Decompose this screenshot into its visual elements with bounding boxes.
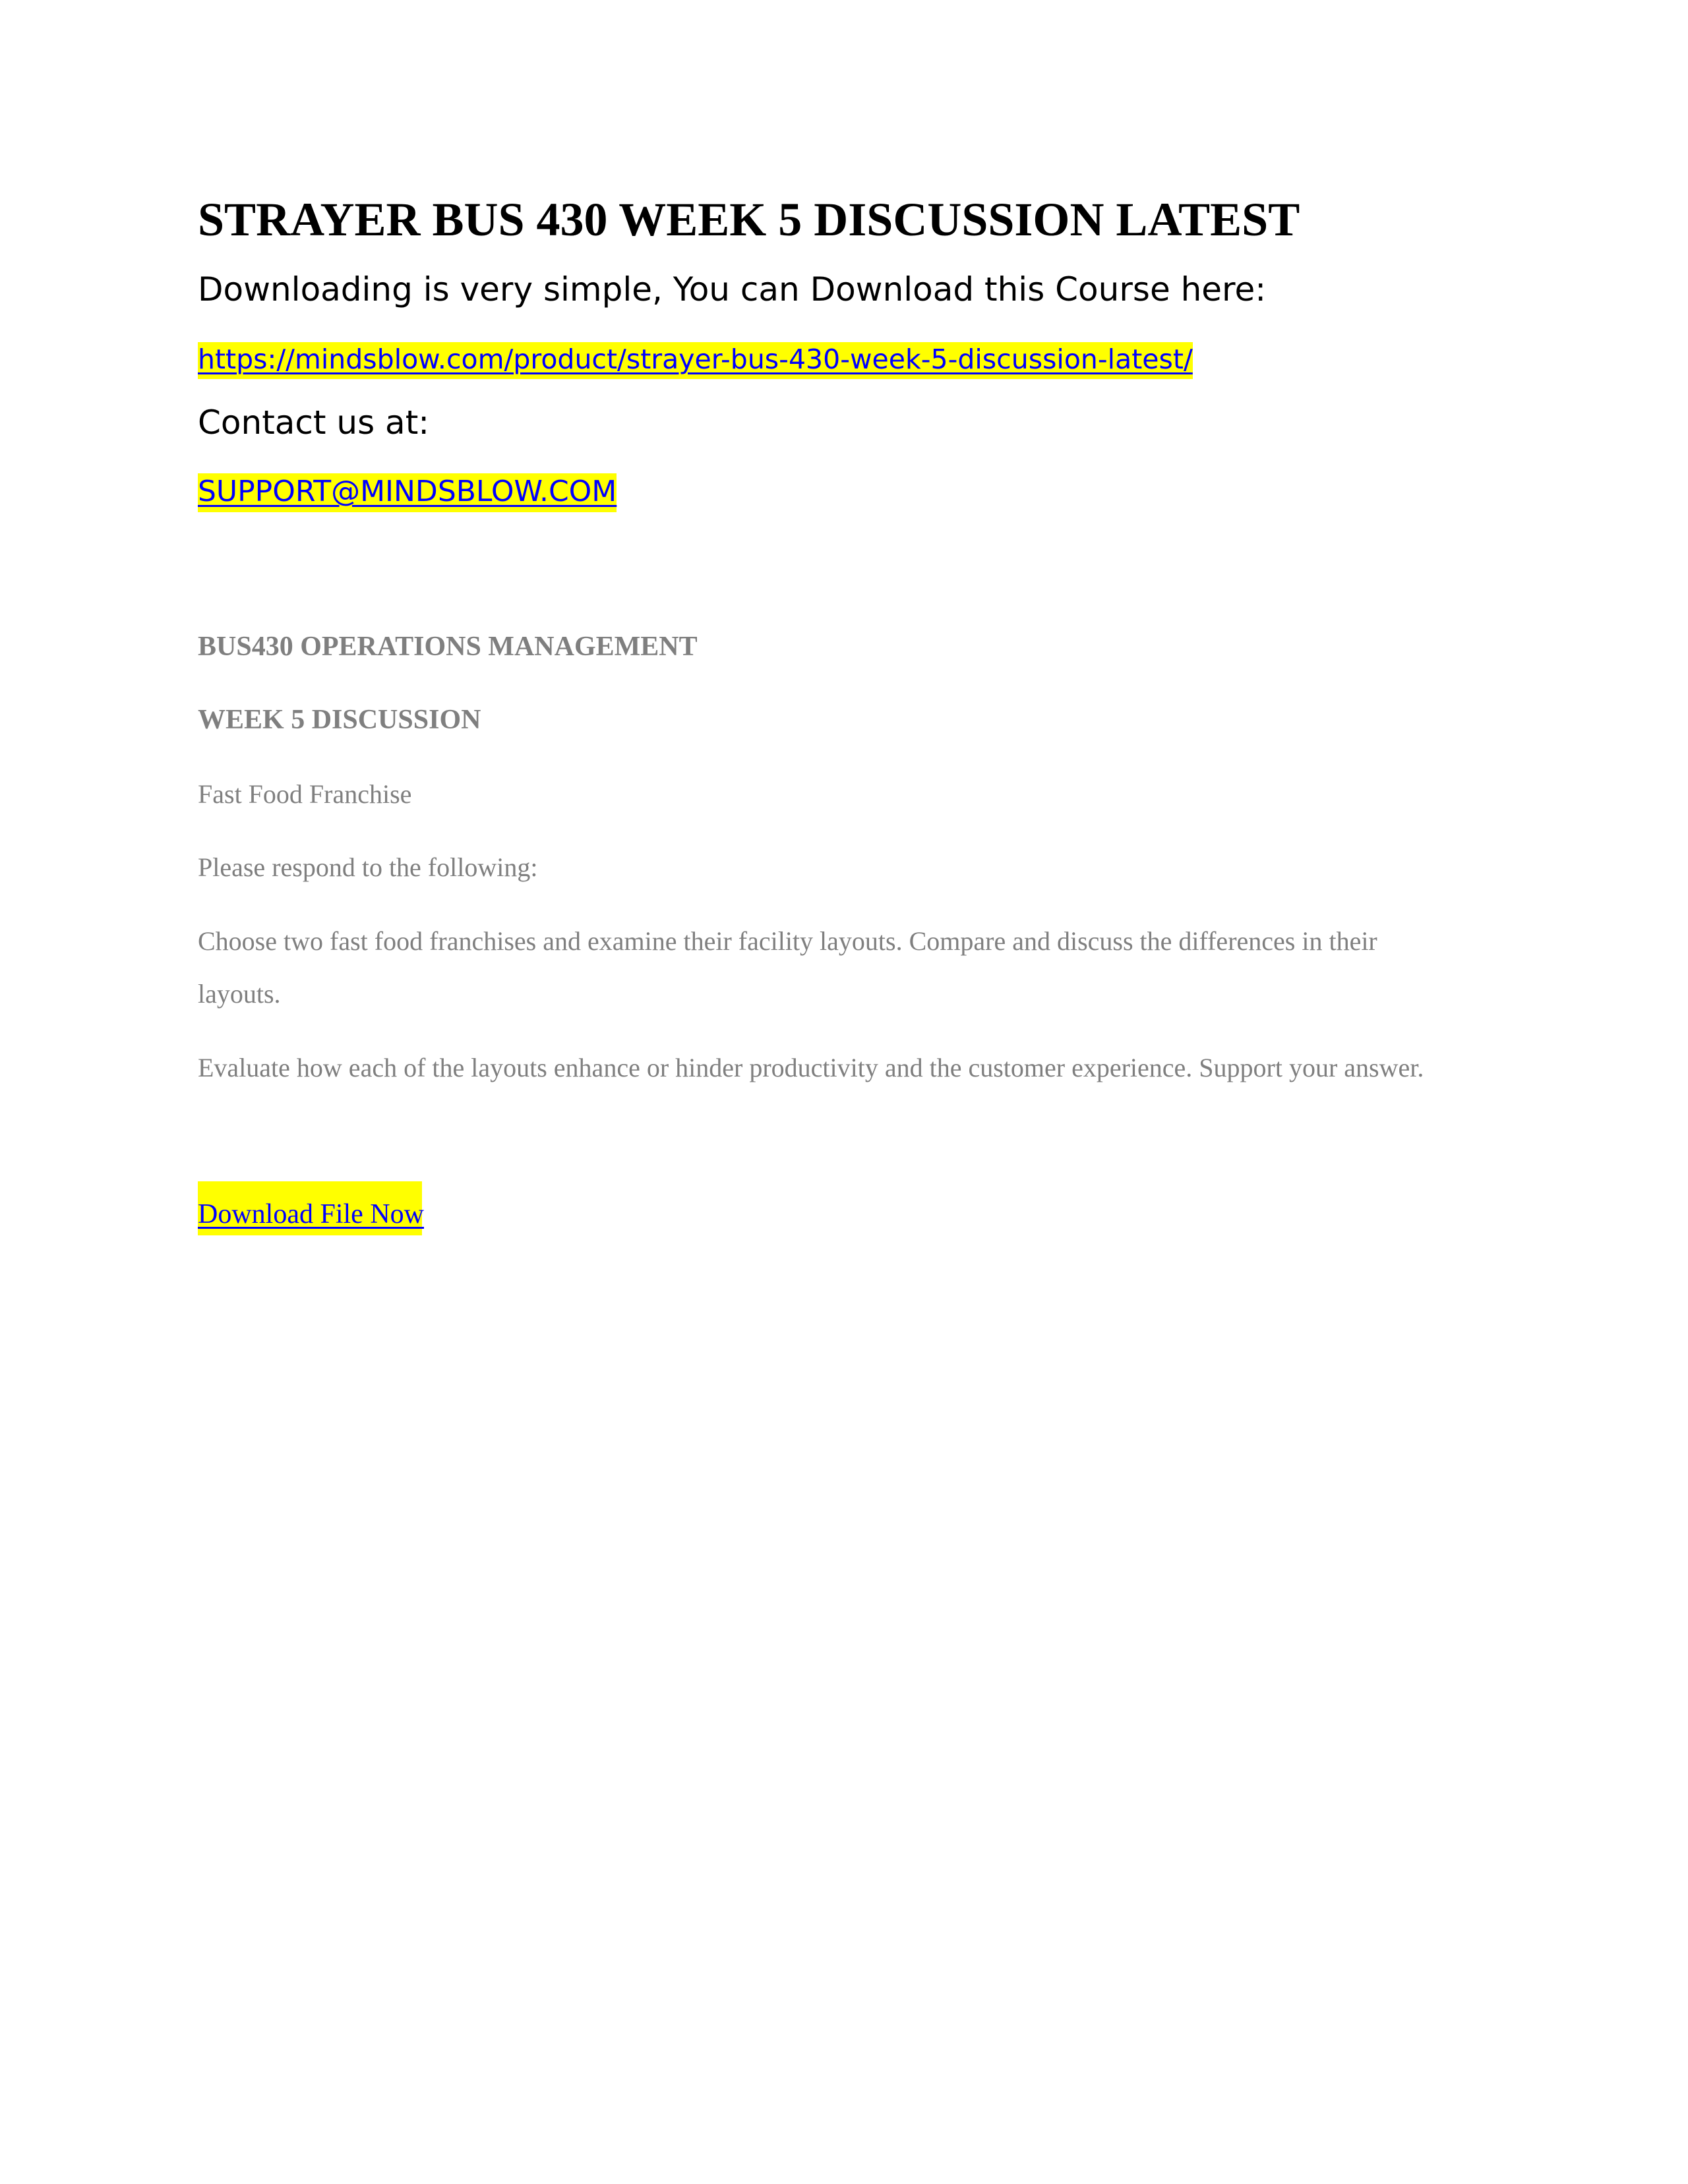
course-heading: BUS430 OPERATIONS MANAGEMENT xyxy=(198,632,698,662)
product-link-line xyxy=(198,343,1193,375)
page-title: STRAYER BUS 430 WEEK 5 DISCUSSION LATEST xyxy=(198,193,1300,246)
question-1-line-1: Choose two fast food franchises and examine their facility layouts. Compare and discuss the differences in their xyxy=(198,926,1377,956)
support-email-link[interactable]: SUPPORT@MINDSBLOW.COM xyxy=(198,473,617,512)
respond-prompt: Please respond to the following: xyxy=(198,852,538,882)
support-email-line xyxy=(198,475,617,508)
question-1-line-2: layouts. xyxy=(198,979,281,1009)
download-intro-text: Downloading is very simple, You can Download this Course here: xyxy=(198,270,1267,309)
discussion-topic: Fast Food Franchise xyxy=(198,779,412,809)
week-heading: WEEK 5 DISCUSSION xyxy=(198,705,481,735)
download-file-link[interactable]: Download File Now xyxy=(198,1199,424,1229)
product-url-link[interactable]: https://mindsblow.com/product/strayer-bus-430-week-5-discussion-latest/ xyxy=(198,342,1193,379)
question-2: Evaluate how each of the layouts enhance or hinder productivity and the customer experience. Support your answer. xyxy=(198,1053,1424,1082)
contact-label: Contact us at: xyxy=(198,403,430,442)
